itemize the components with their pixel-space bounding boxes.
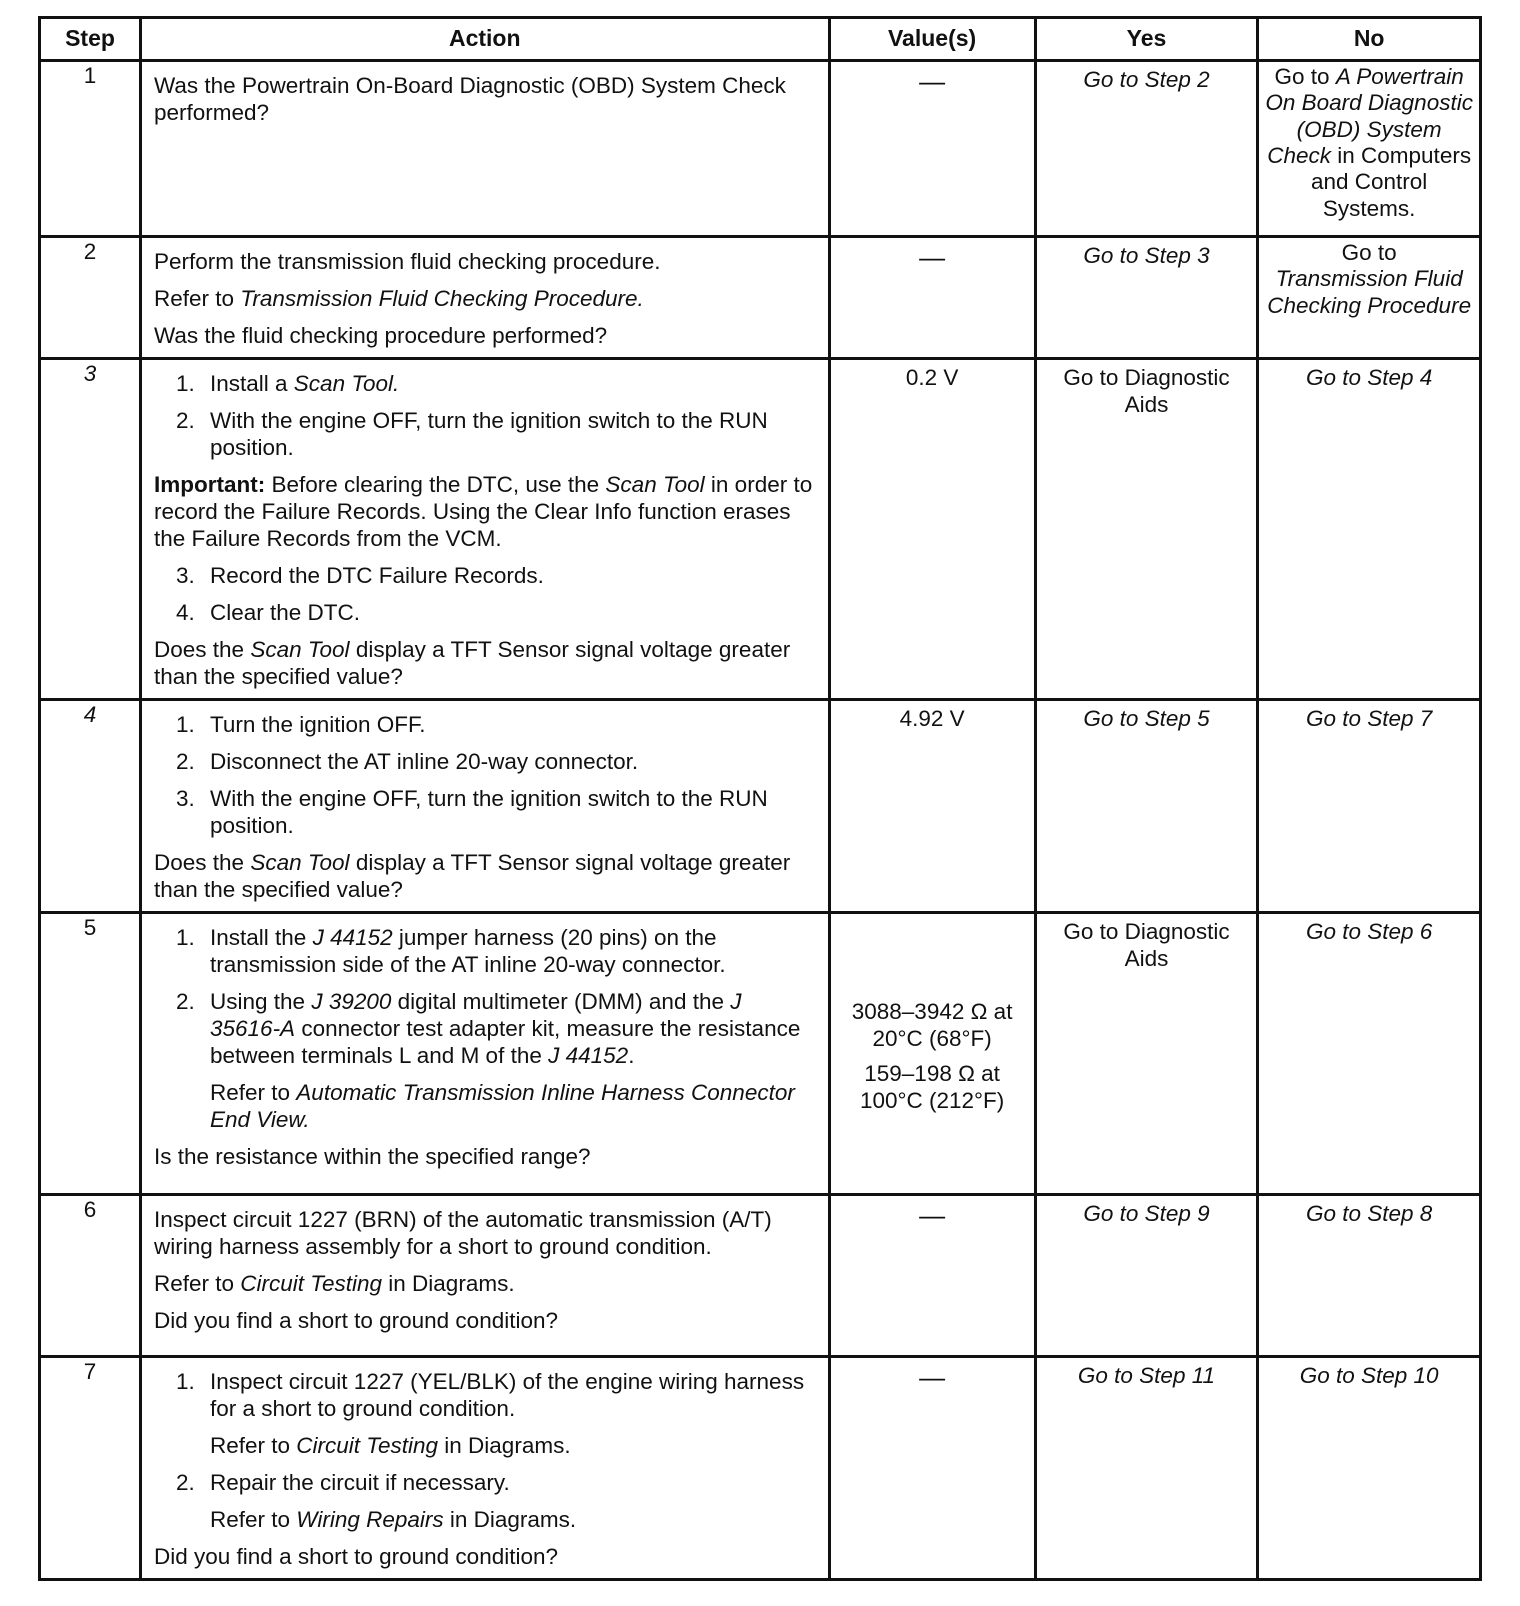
value-cell: — <box>829 1357 1035 1580</box>
refer-link[interactable]: Wiring Repairs <box>296 1507 444 1532</box>
list-number: 2. <box>176 1470 195 1495</box>
table-row-step-1 <box>40 61 1481 237</box>
scan-tool-link[interactable]: Scan Tool <box>250 850 350 875</box>
header-yes: Yes <box>1035 18 1258 61</box>
no-link[interactable]: Go to Step 6 <box>1258 913 1481 1195</box>
list-item <box>154 924 818 978</box>
action-question: Is the resistance within the specified range? <box>154 1144 591 1169</box>
action-cell <box>141 1195 830 1357</box>
scan-tool-link[interactable]: Scan Tool. <box>293 371 400 396</box>
yes-link-text[interactable]: Go to Diagnostic Aids <box>1063 919 1230 971</box>
yes-link[interactable]: Go to Step 3 <box>1035 237 1258 359</box>
note-text: in order to record the Failure Records. Using the Clear Info function erases the Failure Records from the VCM. <box>154 472 813 551</box>
header-no: No <box>1258 18 1481 61</box>
list-text: Inspect circuit 1227 (YEL/BLK) of the engine wiring harness for a short to ground condition. <box>210 1369 805 1421</box>
no-text-pre: Go to <box>1274 64 1336 89</box>
list-item <box>154 711 818 738</box>
no-link[interactable]: Go to Step 7 <box>1258 700 1481 913</box>
list-text: jumper harness (20 pins) on the transmission side of the AT inline 20-way connector. <box>210 925 726 977</box>
question-text: Does the <box>154 850 251 875</box>
list-text: Clear the DTC. <box>210 600 361 625</box>
value-cell: — <box>829 237 1035 359</box>
step-number: 2 <box>40 237 141 359</box>
action-question: Did you find a short to ground condition? <box>154 1308 559 1333</box>
header-values: Value(s) <box>829 18 1035 61</box>
tool-link[interactable]: J 44152 <box>548 1043 629 1068</box>
step-number: 3 <box>40 359 141 700</box>
action-question: Did you find a short to ground condition? <box>154 1544 559 1569</box>
list-item <box>154 988 818 1069</box>
action-cell <box>141 359 830 700</box>
refer-link[interactable]: Circuit Testing <box>240 1271 383 1296</box>
diagnostic-table <box>38 16 1482 1581</box>
action-refer <box>154 1432 818 1459</box>
action-cell <box>141 913 830 1195</box>
value-cell: 4.92 V <box>829 700 1035 913</box>
action-cell <box>141 1357 830 1580</box>
scan-tool-link[interactable]: Scan Tool <box>250 637 350 662</box>
no-link[interactable]: Go to Step 4 <box>1258 359 1481 700</box>
refer-prefix: Refer to <box>210 1433 297 1458</box>
list-number: 3. <box>176 563 195 588</box>
table-row-step-6 <box>40 1195 1481 1357</box>
tool-link[interactable]: J 44152 <box>312 925 393 950</box>
no-link[interactable]: Transmission Fluid Checking Procedure <box>1267 266 1472 318</box>
list-item <box>154 370 818 397</box>
list-text: With the engine OFF, turn the ignition switch to the RUN position. <box>210 408 768 460</box>
question-text: display a TFT Sensor signal voltage greater than the specified value? <box>154 637 791 689</box>
action-text: Perform the transmission fluid checking procedure. <box>154 249 661 274</box>
refer-prefix: Refer to <box>154 1271 241 1296</box>
yes-link[interactable]: Go to Step 11 <box>1035 1357 1258 1580</box>
table-row-step-2 <box>40 237 1481 359</box>
action-question: Was the Powertrain On-Board Diagnostic (OBD) System Check performed? <box>154 73 786 125</box>
table-row-step-3 <box>40 359 1481 700</box>
refer-prefix: Refer to <box>210 1507 297 1532</box>
tool-link[interactable]: J 35616-A <box>210 989 742 1041</box>
no-cell[interactable] <box>1258 61 1481 237</box>
no-link[interactable]: Go to Step 8 <box>1258 1195 1481 1357</box>
list-text: Record the DTC Failure Records. <box>210 563 544 588</box>
list-number: 1. <box>176 712 195 737</box>
list-number: 1. <box>176 925 195 950</box>
table-row-step-4 <box>40 700 1481 913</box>
list-item <box>154 1368 818 1422</box>
action-refer <box>154 1506 818 1533</box>
action-question: Was the fluid checking procedure performed? <box>154 323 608 348</box>
value-cell: 0.2 V <box>829 359 1035 700</box>
no-link[interactable]: Go to Step 10 <box>1258 1357 1481 1580</box>
action-text: Inspect circuit 1227 (BRN) of the automatic transmission (A/T) wiring harness assembly for a short to ground condition. <box>154 1207 772 1259</box>
no-text-post: in Computers and Control Systems. <box>1310 142 1472 221</box>
value-cell: — <box>829 1195 1035 1357</box>
value-cell <box>829 913 1035 1195</box>
step-number: 1 <box>40 61 141 237</box>
list-number: 4. <box>176 600 195 625</box>
list-number: 3. <box>176 786 195 811</box>
step-number: 5 <box>40 913 141 1195</box>
action-question <box>154 849 818 903</box>
refer-suffix: in Diagrams. <box>443 1507 577 1532</box>
action-cell <box>141 237 830 359</box>
refer-suffix: in Diagrams. <box>438 1433 571 1458</box>
table-row-step-5 <box>40 913 1481 1195</box>
action-question <box>154 636 818 690</box>
list-text: digital multimeter (DMM) and the <box>391 989 731 1014</box>
list-number: 2. <box>176 989 195 1014</box>
list-text: Install the <box>210 925 313 950</box>
list-number: 1. <box>176 371 195 396</box>
value-line: 159–198 Ω at 100°C (212°F) <box>859 1061 1005 1113</box>
list-text: Disconnect the AT inline 20-way connector. <box>210 749 639 774</box>
yes-link[interactable] <box>1035 913 1258 1195</box>
refer-link[interactable]: Circuit Testing <box>296 1433 439 1458</box>
yes-link[interactable]: Go to Step 5 <box>1035 700 1258 913</box>
list-text: Install a <box>210 371 294 396</box>
list-text: . <box>628 1043 635 1068</box>
list-item <box>154 785 818 839</box>
refer-link[interactable]: Transmission Fluid Checking Procedure. <box>240 286 644 311</box>
action-cell <box>141 61 830 237</box>
list-text: Using the <box>210 989 312 1014</box>
important-label: Important: <box>154 472 266 497</box>
header-row <box>40 18 1481 61</box>
step-number: 7 <box>40 1357 141 1580</box>
action-cell <box>141 700 830 913</box>
header-step: Step <box>40 18 141 61</box>
list-item <box>154 1469 818 1496</box>
list-text: Repair the circuit if necessary. <box>210 1470 510 1495</box>
list-item <box>154 748 818 775</box>
yes-link[interactable]: Go to Step 9 <box>1035 1195 1258 1357</box>
list-item <box>154 407 818 461</box>
list-item <box>154 599 818 626</box>
list-number: 1. <box>176 1369 195 1394</box>
refer-suffix: in Diagrams. <box>382 1271 515 1296</box>
question-text: display a TFT Sensor signal voltage greater than the specified value? <box>154 850 791 902</box>
no-cell[interactable] <box>1258 237 1481 359</box>
table-row-step-7 <box>40 1357 1481 1580</box>
yes-link-text[interactable]: Go to Diagnostic Aids <box>1063 365 1230 417</box>
action-refer <box>154 1270 818 1297</box>
list-text: connector test adapter kit, measure the resistance between terminals L and M of the <box>210 1016 801 1068</box>
action-refer <box>154 285 818 312</box>
question-text: Does the <box>154 637 251 662</box>
yes-link[interactable] <box>1035 359 1258 700</box>
value-cell: — <box>829 61 1035 237</box>
refer-prefix: Refer to <box>154 286 241 311</box>
note-text: Before clearing the DTC, use the <box>265 472 606 497</box>
list-text: Turn the ignition OFF. <box>210 712 426 737</box>
value-line: 3088–3942 Ω at 20°C (68°F) <box>851 999 1013 1051</box>
diagnostic-table-container <box>38 16 1482 1581</box>
list-text: With the engine OFF, turn the ignition switch to the RUN position. <box>210 786 768 838</box>
list-number: 2. <box>176 408 195 433</box>
yes-link[interactable]: Go to Step 2 <box>1035 61 1258 237</box>
action-refer <box>154 1079 818 1133</box>
list-number: 2. <box>176 749 195 774</box>
list-item <box>154 562 818 589</box>
step-number: 6 <box>40 1195 141 1357</box>
refer-prefix: Refer to <box>210 1080 297 1105</box>
scan-tool-link[interactable]: Scan Tool <box>605 472 705 497</box>
no-link[interactable]: A Powertrain On Board Diagnostic (OBD) System Check <box>1265 64 1473 168</box>
tool-link[interactable]: J 39200 <box>311 989 392 1014</box>
header-action: Action <box>141 18 830 61</box>
important-note <box>154 471 818 552</box>
refer-link[interactable]: Automatic Transmission Inline Harness Connector End View. <box>210 1080 795 1132</box>
step-number: 4 <box>40 700 141 913</box>
no-text-pre: Go to <box>1341 240 1397 265</box>
